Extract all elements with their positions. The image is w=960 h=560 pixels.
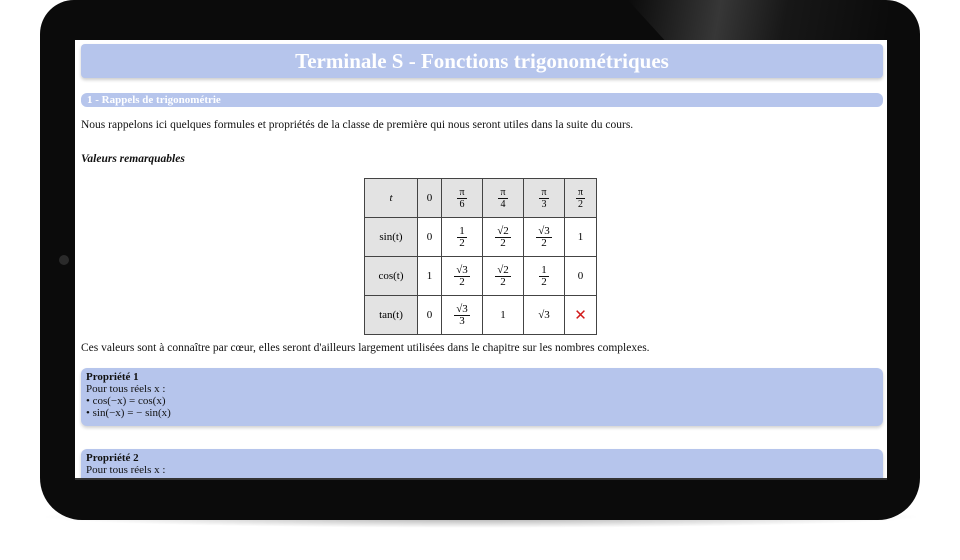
table-row	[365, 179, 597, 218]
undefined-cross-icon: ✕	[565, 296, 597, 335]
value-cell: $\frac{√3}{3}$	[442, 296, 483, 335]
tablet-frame	[40, 0, 920, 520]
header-cell: $\frac{\pi}{6}$	[442, 179, 483, 218]
value-cell: $\frac{√3}{2}$	[442, 257, 483, 296]
trig-values-table	[364, 178, 597, 335]
table-row	[365, 218, 597, 257]
camera-icon	[59, 255, 69, 265]
intro-paragraph: Nous rappelons ici quelques formules et propriétés de la classe de première qui nous seront utiles dans la suite du cours.	[81, 119, 634, 131]
screen-glare	[628, 0, 888, 40]
property-bullet: • cos(−x) = cos(x)	[86, 395, 166, 407]
row-label-t: t	[365, 179, 418, 218]
property-box-1	[81, 368, 883, 426]
value-cell: 0	[418, 218, 442, 257]
table-row	[365, 296, 597, 335]
header-cell: $\frac{\pi}{2}$	[565, 179, 597, 218]
value-cell: $\frac{1}{2}$	[442, 218, 483, 257]
page-title: Terminale S - Fonctions trigonométriques	[81, 44, 883, 78]
values-subheading: Valeurs remarquables	[81, 153, 185, 165]
after-table-paragraph: Ces valeurs sont à connaître par cœur, elles seront d'ailleurs largement utilisées dans le chapitre sur les nombres complexes.	[81, 342, 650, 354]
property-line: Pour tous réels x :	[86, 383, 166, 395]
property-line: Pour tous réels x :	[86, 464, 166, 476]
header-cell: 0	[418, 179, 442, 218]
header-cell: $\frac{\pi}{3}$	[524, 179, 565, 218]
value-cell: $\frac{√3}{2}$	[524, 218, 565, 257]
value-cell: 1	[483, 296, 524, 335]
value-cell: 0	[565, 257, 597, 296]
property-title: Propriété 2	[86, 452, 139, 464]
value-cell: 1	[418, 257, 442, 296]
value-cell: √3	[524, 296, 565, 335]
value-cell: $\frac{√2}{2}$	[483, 257, 524, 296]
value-cell: $\frac{1}{2}$	[524, 257, 565, 296]
value-cell: 0	[418, 296, 442, 335]
header-cell: $\frac{\pi}{4}$	[483, 179, 524, 218]
row-label-sin: sin(t)	[365, 218, 418, 257]
row-label-cos: cos(t)	[365, 257, 418, 296]
screen[interactable]	[75, 40, 887, 480]
section-heading: 1 - Rappels de trigonométrie	[81, 93, 883, 107]
property-title: Propriété 1	[86, 371, 139, 383]
value-cell: $\frac{√2}{2}$	[483, 218, 524, 257]
value-cell: 1	[565, 218, 597, 257]
table-row	[365, 257, 597, 296]
row-label-tan: tan(t)	[365, 296, 418, 335]
property-box-2	[81, 449, 883, 480]
property-bullet: • sin(−x) = − sin(x)	[86, 407, 171, 419]
